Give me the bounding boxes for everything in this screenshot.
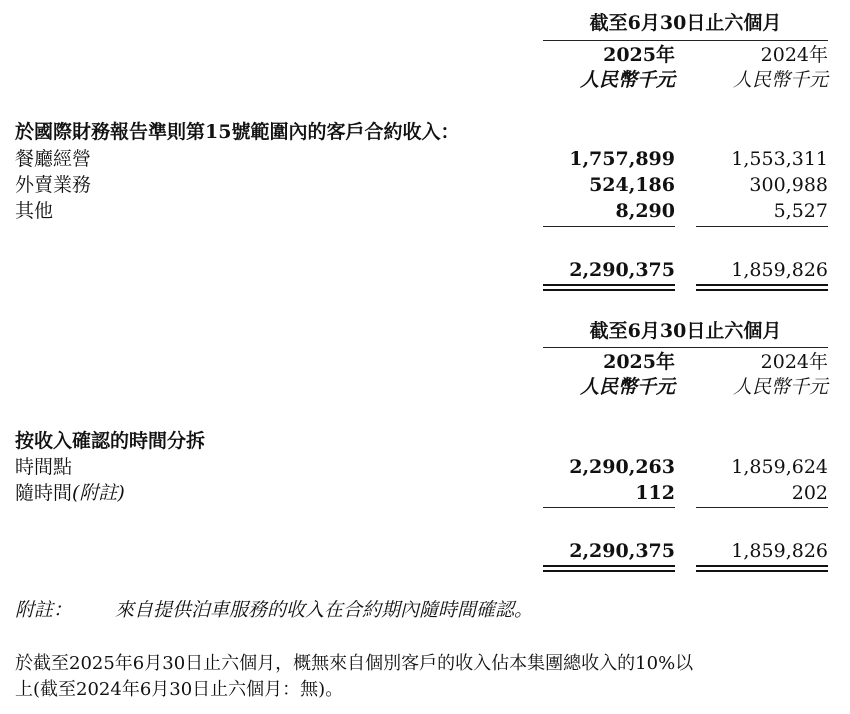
table1-subtotal-rule-2025	[543, 226, 675, 227]
table2-row-note: (附註)	[72, 482, 125, 504]
table1-period-header: 截至6月30日止六個月	[589, 12, 782, 34]
table2-row-label-text: 隨時間	[15, 482, 73, 504]
table1-row-value-2025: 524,186	[589, 174, 675, 196]
table1-total-double-rule-2024	[696, 284, 828, 291]
table2-unit-2024: 人民幣千元	[732, 376, 828, 398]
table2-total-double-rule-2024	[696, 565, 828, 572]
table2-section-title: 按收入確認的時間分拆	[15, 430, 206, 452]
table1-total-double-rule-2025	[543, 284, 675, 291]
table2-header-rule	[543, 347, 828, 348]
table1-row-value-2024: 1,553,311	[731, 148, 828, 170]
table1-unit-2025: 人民幣千元	[579, 69, 675, 91]
table2-total-2025: 2,290,375	[569, 540, 675, 562]
table1-row-label: 餐廳經營	[15, 148, 92, 170]
table1-row-value-2024: 5,527	[773, 200, 828, 222]
footnote-text: 來自提供泊車服務的收入在合約期內隨時間確認。	[115, 599, 534, 621]
table1-total-2025: 2,290,375	[569, 259, 675, 281]
footnote-label: 附註：	[15, 599, 73, 621]
table1-header-rule	[543, 40, 828, 41]
table1-col-2025: 2025年	[603, 44, 675, 66]
table2-subtotal-rule-2025	[543, 507, 675, 508]
table2-row-value-2025: 112	[635, 482, 675, 504]
table1-row-label: 外賣業務	[15, 174, 92, 196]
table2-row-label: 時間點	[15, 456, 73, 478]
table2-total-2024: 1,859,826	[731, 540, 828, 562]
table1-unit-2024: 人民幣千元	[732, 69, 828, 91]
paragraph-line-2: 上(截至2024年6月30日止六個月：無)。	[15, 679, 344, 700]
table1-col-2024: 2024年	[760, 44, 828, 66]
table1-subtotal-rule-2024	[696, 226, 828, 227]
table1-section-title: 於國際財務報告準則第15號範圍內的客戶合約收入：	[15, 121, 460, 143]
table2-col-2025: 2025年	[603, 351, 675, 373]
table2-subtotal-rule-2024	[696, 507, 828, 508]
table2-period-header: 截至6月30日止六個月	[589, 320, 782, 342]
paragraph-line-1: 於截至2025年6月30日止六個月，概無來自個別客戶的收入佔本集團總收入的10%以	[15, 653, 694, 674]
table2-row-value-2024: 1,859,624	[731, 456, 828, 478]
table1-row-label: 其他	[15, 200, 54, 222]
table1-row-value-2025: 1,757,899	[569, 148, 675, 170]
table2-row-value-2025: 2,290,263	[569, 456, 675, 478]
table1-total-2024: 1,859,826	[731, 259, 828, 281]
table2-row-label	[15, 484, 125, 503]
table2-row-value-2024: 202	[791, 482, 828, 504]
table1-row-value-2024: 300,988	[749, 174, 828, 196]
table2-unit-2025: 人民幣千元	[579, 376, 675, 398]
table2-col-2024: 2024年	[760, 351, 828, 373]
table1-row-value-2025: 8,290	[615, 200, 675, 222]
table2-total-double-rule-2025	[543, 565, 675, 572]
